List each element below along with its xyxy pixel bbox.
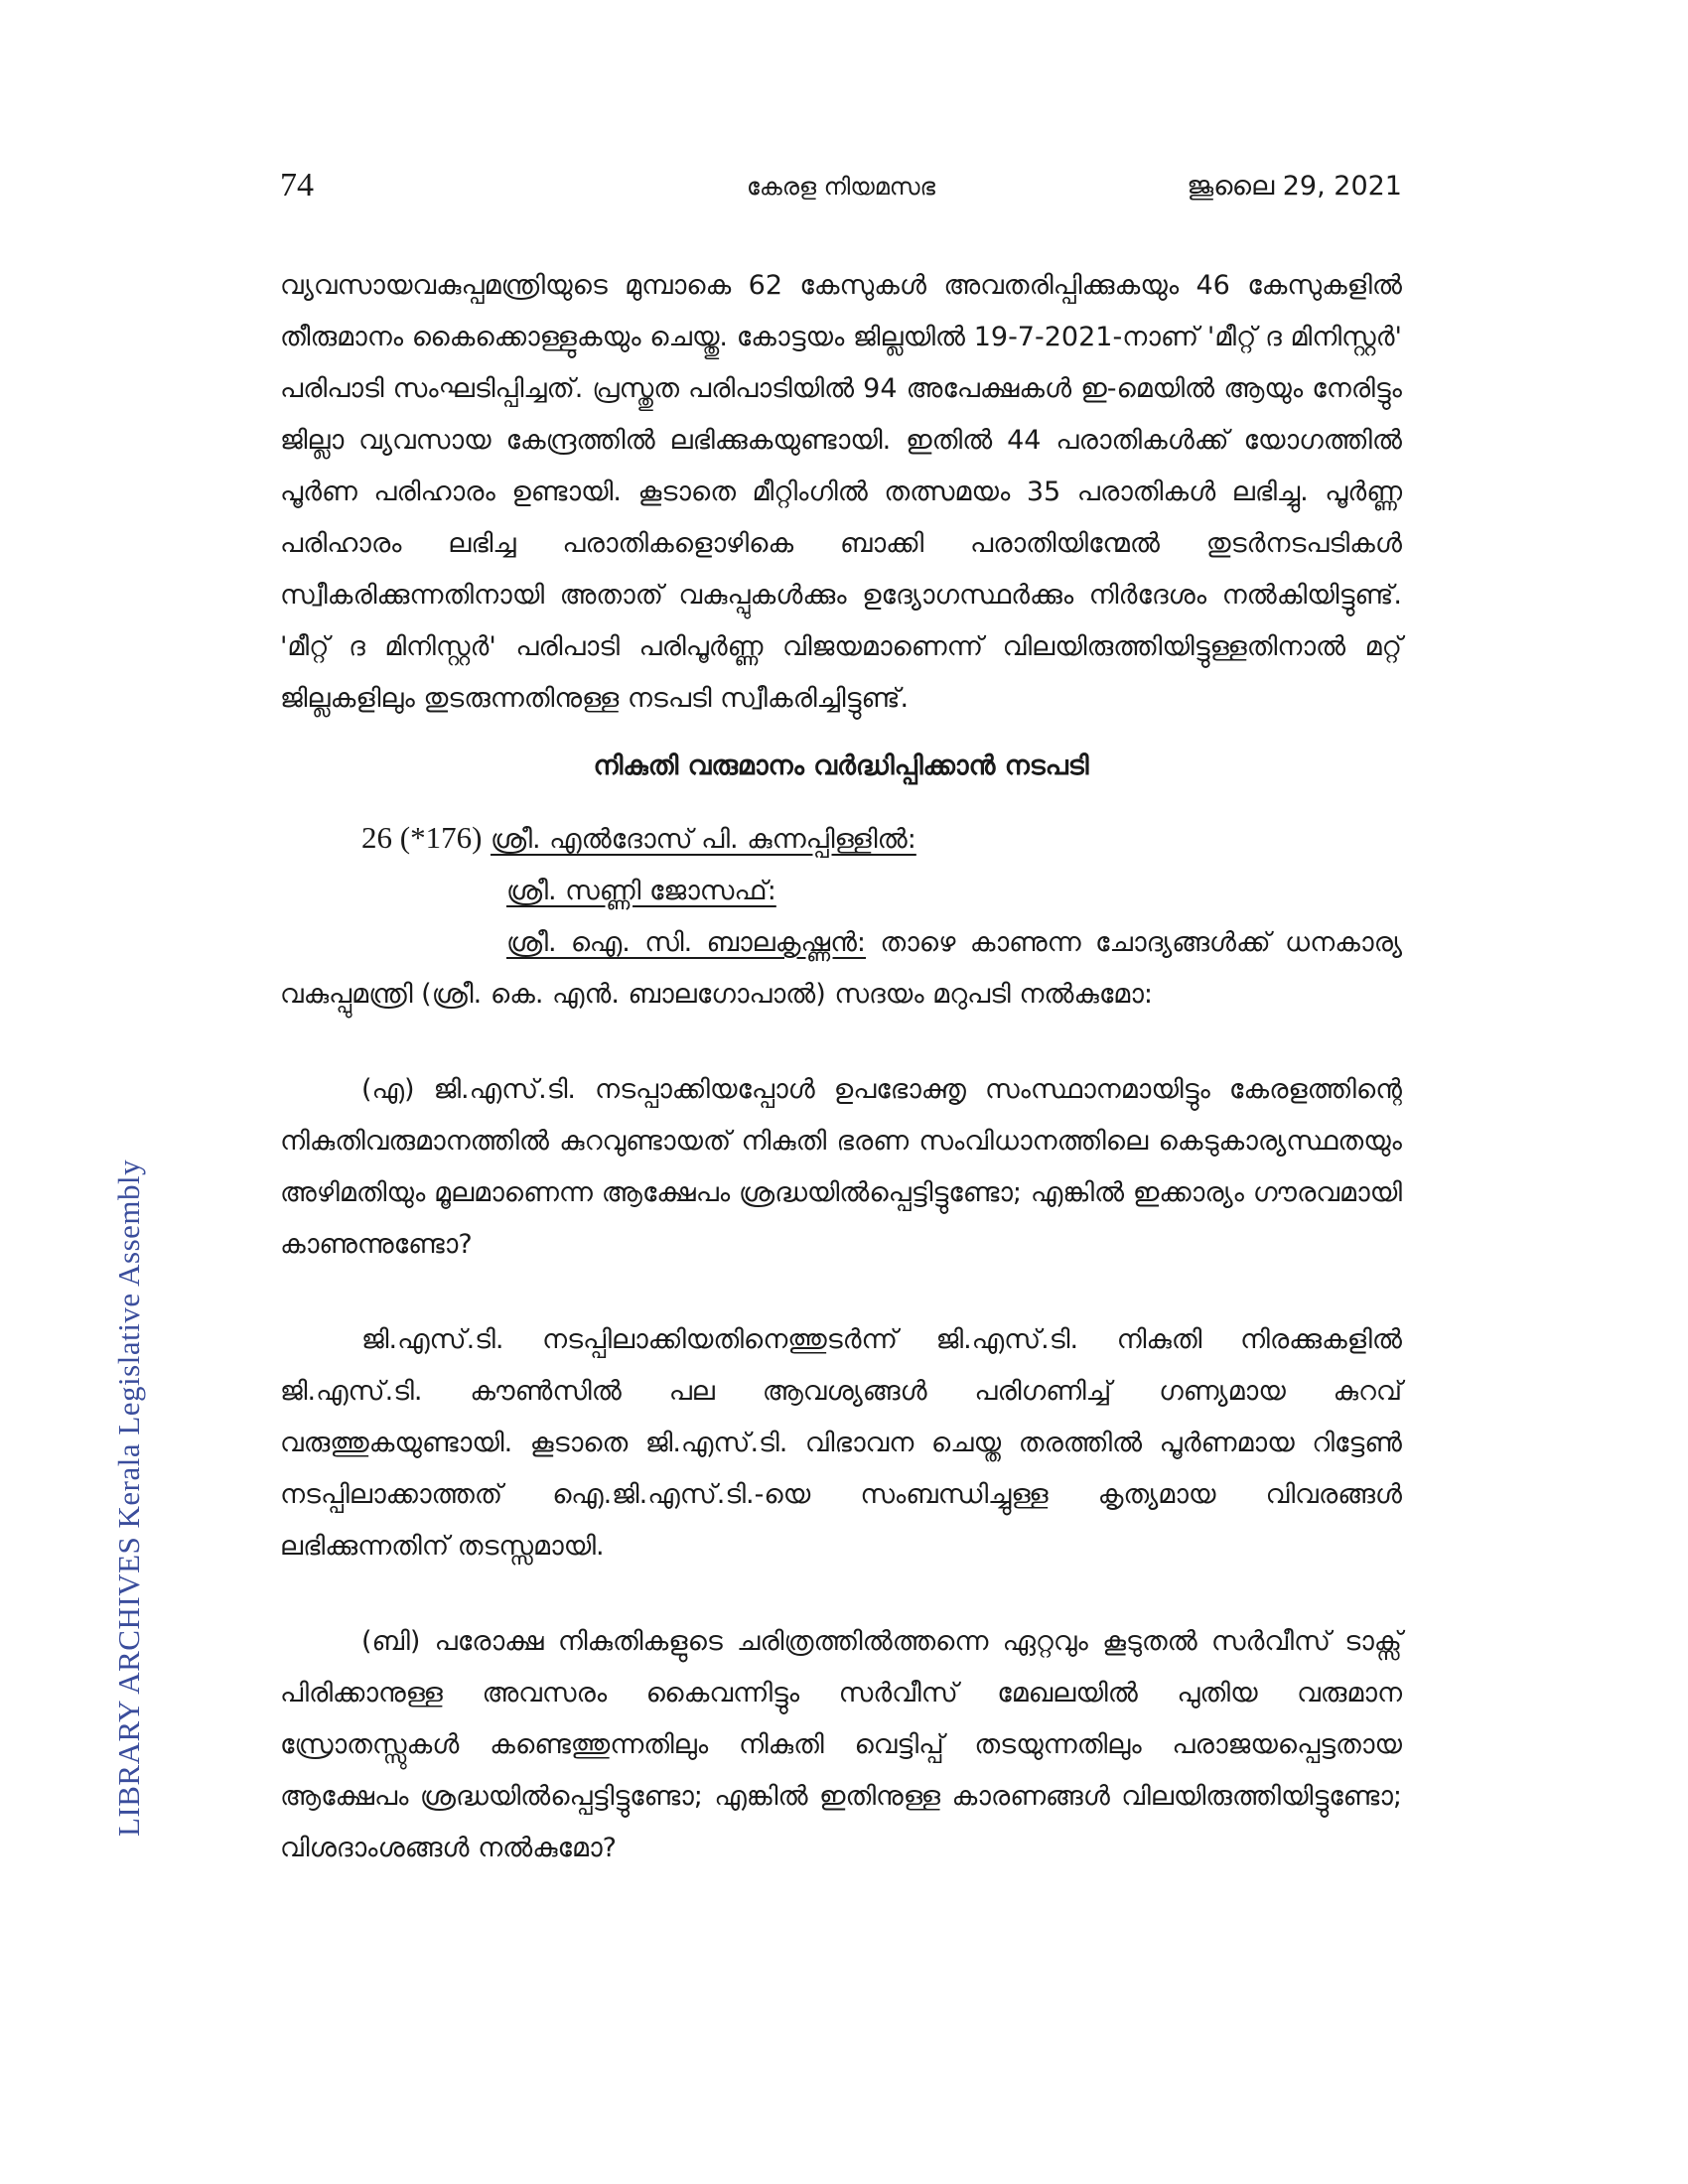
question-second-line <box>280 866 1402 917</box>
library-archives-watermark: LIBRARY ARCHIVES Kerala Legislative Assembly <box>111 1159 146 1837</box>
member-name: ശ്രീ. സണ്ണി ജോസഫ്: <box>506 876 776 906</box>
member-name: ശ്രീ. എൽദോസ് പി. കുന്നപ്പിള്ളിൽ: <box>491 824 916 855</box>
question-prompt-text: താഴെ കാണുന്ന ചോദ്യങ്ങൾക്ക് ധനകാര്യ വകുപ്പുമന്ത്രി (ശ്രീ. കെ. എൻ. ബാലഗോപാൽ) സദയം മറുപടി നൽകുമോ: <box>280 927 1402 1010</box>
header-date: ജൂലൈ 29, 2021 <box>1187 171 1402 202</box>
page-header <box>280 167 1402 210</box>
page-number: 74 <box>280 167 314 204</box>
member-name: ശ്രീ. ഐ. സി. ബാലകൃഷ്ണൻ: <box>506 927 867 958</box>
part-b-question: (ബി) പരോക്ഷ നികുതികളുടെ ചരിത്രത്തിൽത്തന്നെ ഏറ്റവും കൂടുതൽ സർവീസ് ടാക്സ് പിരിക്കാനുള്ള അവസരം കൈവന്നിട്ടും സർവീസ് മേഖലയിൽ പുതിയ വരുമാന സ്രോതസ്സുകൾ കണ്ടെത്തുന്നതിലും നികുതി വെട്ടിപ്പ് തടയുന്നതിലും പരാജയപ്പെട്ടതായ ആക്ഷേപം ശ്രദ്ധയിൽപ്പെട്ടിട്ടുണ്ടോ; എങ്കിൽ ഇതിനുള്ള കാരണങ്ങൾ വിലയിരുത്തിയിട്ടുണ്ടോ; വിശദാംശങ്ങൾ നൽകുമോ? <box>280 1626 1402 1863</box>
section-heading: നികുതി വരുമാനം വർദ്ധിപ്പിക്കാൻ നടപടി <box>593 751 1089 781</box>
intro-answer-paragraph: വ്യവസായവകുപ്പമന്ത്രിയുടെ മുമ്പാകെ 62 കേസുകൾ അവതരിപ്പിക്കുകയും 46 കേസുകളിൽ തീരുമാനം കൈക്കൊള്ളുകയും ചെയ്തു. കോട്ടയം ജില്ലയിൽ 19-7-2021-നാണ് 'മീറ്റ് ദ മിനിസ്റ്റർ' പരിപാടി സംഘടിപ്പിച്ചത്. പ്രസ്തുത പരിപാടിയിൽ 94 അപേക്ഷകൾ ഇ-മെയിൽ ആയും നേരിട്ടും ജില്ലാ വ്യവസായ കേന്ദ്രത്തിൽ ലഭിക്കുകയുണ്ടായി. ഇതിൽ 44 പരാതികൾക്ക് യോഗത്തിൽ പൂർണ പരിഹാരം ഉണ്ടായി. കൂടാതെ മീറ്റിംഗിൽ തത്സമയം 35 പരാതികൾ ലഭിച്ചു. പൂർണ്ണ പരിഹാരം ലഭിച്ച പരാതികളൊഴികെ ബാക്കി പരാതിയിന്മേൽ തുടർനടപടികൾ സ്വീകരിക്കുന്നതിനായി അതാത് വകുപ്പുകൾക്കും ഉദ്യോഗസ്ഥർക്കും നിർദേശം നൽകിയിട്ടുണ്ട്. 'മീറ്റ് ദ മിനിസ്റ്റർ' പരിപാടി പരിപൂർണ്ണ വിജയമാണെന്ന് വിലയിരുത്തിയിട്ടുള്ളതിനാൽ മറ്റ് ജില്ലകളിലും തുടരുന്നതിനുള്ള നടപടി സ്വീകരിച്ചിട്ടുണ്ട്. <box>280 270 1402 714</box>
question-number: 26 (*176) <box>361 820 483 855</box>
page-content <box>280 260 1402 1874</box>
question-block <box>280 812 1402 1021</box>
part-a-question: (എ) ജി.എസ്.ടി. നടപ്പാക്കിയപ്പോൾ ഉപഭോക്തൃ സംസ്ഥാനമായിട്ടും കേരളത്തിന്റെ നികുതിവരുമാനത്തിൽ കുറവുണ്ടായത് നികുതി ഭരണ സംവിധാനത്തിലെ കെടുകാര്യസ്ഥതയും അഴിമതിയും മൂലമാണെന്ന ആക്ഷേപം ശ്രദ്ധയിൽപ്പെട്ടിട്ടുണ്ടോ; എങ്കിൽ ഇക്കാര്യം ഗൗരവമായി കാണുന്നുണ്ടോ? <box>280 1074 1402 1260</box>
running-title: കേരള നിയമസഭ <box>746 173 936 201</box>
part-a-answer: ജി.എസ്.ടി. നടപ്പിലാക്കിയതിനെത്തുടർന്ന് ജി.എസ്.ടി. നികുതി നിരക്കുകളിൽ ജി.എസ്.ടി. കൗൺസിൽ പല ആവശ്യങ്ങൾ പരിഗണിച്ച് ഗണ്യമായ കുറവ് വരുത്തുകയുണ്ടായി. കൂടാതെ ജി.എസ്.ടി. വിഭാവന ചെയ്ത തരത്തിൽ പൂർണമായ റിട്ടേൺ നടപ്പിലാക്കാത്തത് ഐ.ജി.എസ്.ടി.-യെ സംബന്ധിച്ചുള്ള കൃത്യമായ വിവരങ്ങൾ ലഭിക്കുന്നതിന് തടസ്സമായി. <box>280 1324 1402 1562</box>
question-prompt-paragraph <box>280 917 1402 1021</box>
question-first-line <box>280 812 1402 866</box>
